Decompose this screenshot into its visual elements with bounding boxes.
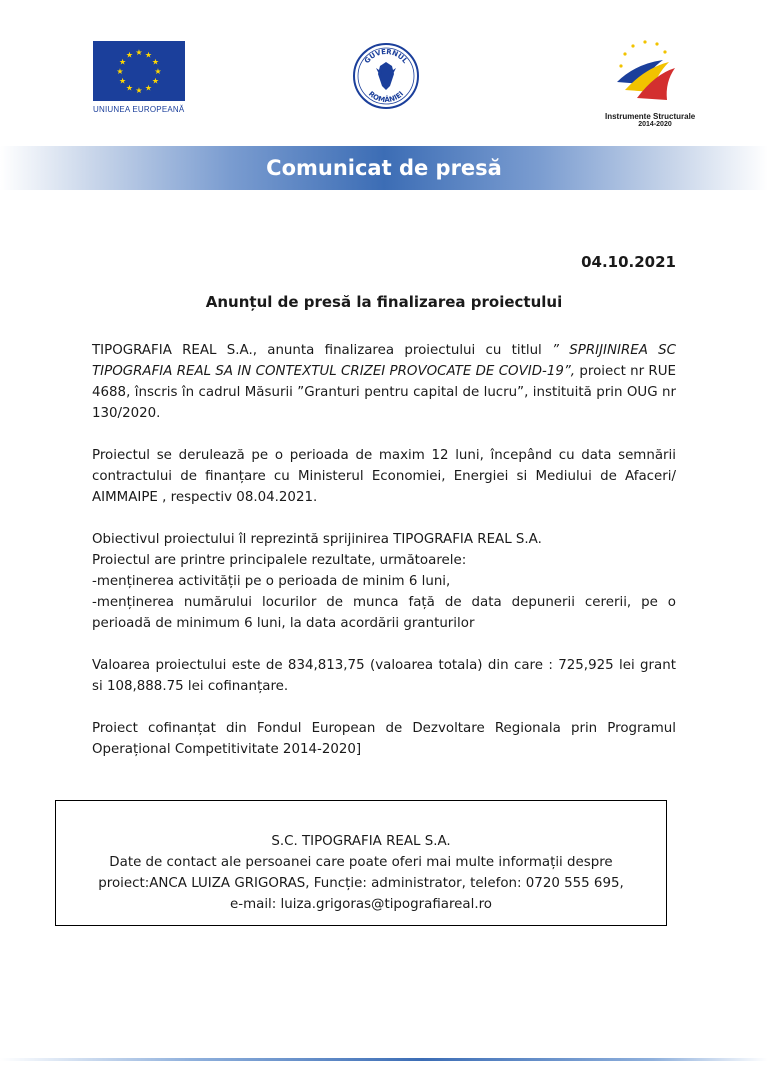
eu-star-icon: ★ <box>151 57 160 67</box>
p3-line2: Proiectul are printre principalele rezultate, următoarele: <box>92 553 467 568</box>
p3-line3: -menținerea activității pe o perioada de minim 6 luni, <box>92 574 451 589</box>
press-content <box>92 340 676 781</box>
gov-bottom-text: ROMÂNIEI <box>366 89 406 105</box>
eu-star-icon: ★ <box>144 50 153 60</box>
is-caption-1: Instrumente Structurale <box>605 112 696 121</box>
paragraph-cofinancing: Proiect cofinanțat din Fondul European de Dezvoltare Regionala prin Programul Operațional Competitivitate 2014-2020] <box>92 721 676 757</box>
eu-star-icon: ★ <box>151 76 160 86</box>
paragraph-duration: Proiectul se derulează pe o perioada de maxim 12 luni, începând cu data semnării contractului de finanțare cu Ministerul Economiei, Energiei si Mediului de Afaceri/ AIMMAIPE , respectiv 08.04.2021. <box>92 448 676 505</box>
eu-star-icon: ★ <box>154 67 162 76</box>
footer-divider <box>0 1058 768 1061</box>
project-number: 4688 <box>92 385 127 400</box>
instrumente-structurale-icon <box>605 38 705 106</box>
contact-details <box>56 852 666 894</box>
contact-line2: Date de contact ale persoanei care poate oferi mai multe informații despre proiect: <box>98 855 613 891</box>
contact-line3: , Funcție: administrator, telefon: 0720 555 695, <box>305 876 624 891</box>
contact-company: S.C. TIPOGRAFIA REAL S.A. <box>271 834 451 849</box>
paragraph-value: Valoarea proiectului este de 834,813,75 (valoarea totala) din care : 725,925 lei grant si 108,888.75 lei cofinanțare. <box>92 658 676 694</box>
p1-text-b: proiect nr RUE <box>575 364 676 379</box>
contact-box <box>55 800 667 926</box>
gov-top-text: GUVERNUL <box>362 47 410 66</box>
government-seal-icon <box>352 42 420 110</box>
p1-text-c: , înscris în cadrul Măsurii ”Granturi pentru capital de lucru”, instituită prin OUG nr 130/2020. <box>92 385 676 421</box>
eu-star-icon: ★ <box>118 76 127 86</box>
eu-star-icon: ★ <box>144 83 153 93</box>
eu-star-icon: ★ <box>116 67 124 76</box>
p3-line1-text: Obiectivul proiectului îl reprezintă sprijinirea <box>92 532 394 547</box>
contact-email: e-mail: luiza.grigoras@tipografiareal.ro <box>230 897 492 912</box>
eu-caption: UNIUNEA EUROPEANĂ <box>93 105 185 114</box>
press-date: 04.10.2021 <box>581 253 676 271</box>
press-heading: Anunțul de presă la finalizarea proiectului <box>205 293 563 311</box>
banner-title: Comunicat de presă <box>266 156 502 180</box>
paragraph-announcement <box>92 340 676 424</box>
eu-star-icon: ★ <box>118 57 127 67</box>
p1-text-a: , anunta finalizarea proiectului cu titlul <box>252 343 553 358</box>
eu-star-icon: ★ <box>135 48 143 57</box>
p3-line4: -menținerea numărului locurilor de munca față de data depunerii cererii, pe o perioadă de minimum 6 luni, la data acordării granturilor <box>92 595 676 631</box>
paragraph-objectives <box>92 529 676 634</box>
eu-flag-icon <box>93 41 185 101</box>
is-caption-2: 2014-2020 <box>638 121 672 128</box>
project-title: ” SPRIJINIREA SC TIPOGRAFIA REAL SA IN CONTEXTUL CRIZEI PROVOCATE DE COVID-19”, <box>92 343 676 379</box>
company-name: TIPOGRAFIA REAL S.A. <box>92 343 253 358</box>
instrumente-structurale-logo <box>605 38 705 128</box>
eu-star-icon: ★ <box>125 50 134 60</box>
eu-logo <box>93 41 185 114</box>
eu-star-icon: ★ <box>135 86 143 95</box>
p3-company: TIPOGRAFIA REAL S.A. <box>393 532 542 547</box>
eu-star-icon: ★ <box>125 83 134 93</box>
contact-person: ANCA LUIZA GRIGORAS <box>149 876 306 891</box>
svg-text:ROMÂNIEI <box>367 90 405 104</box>
